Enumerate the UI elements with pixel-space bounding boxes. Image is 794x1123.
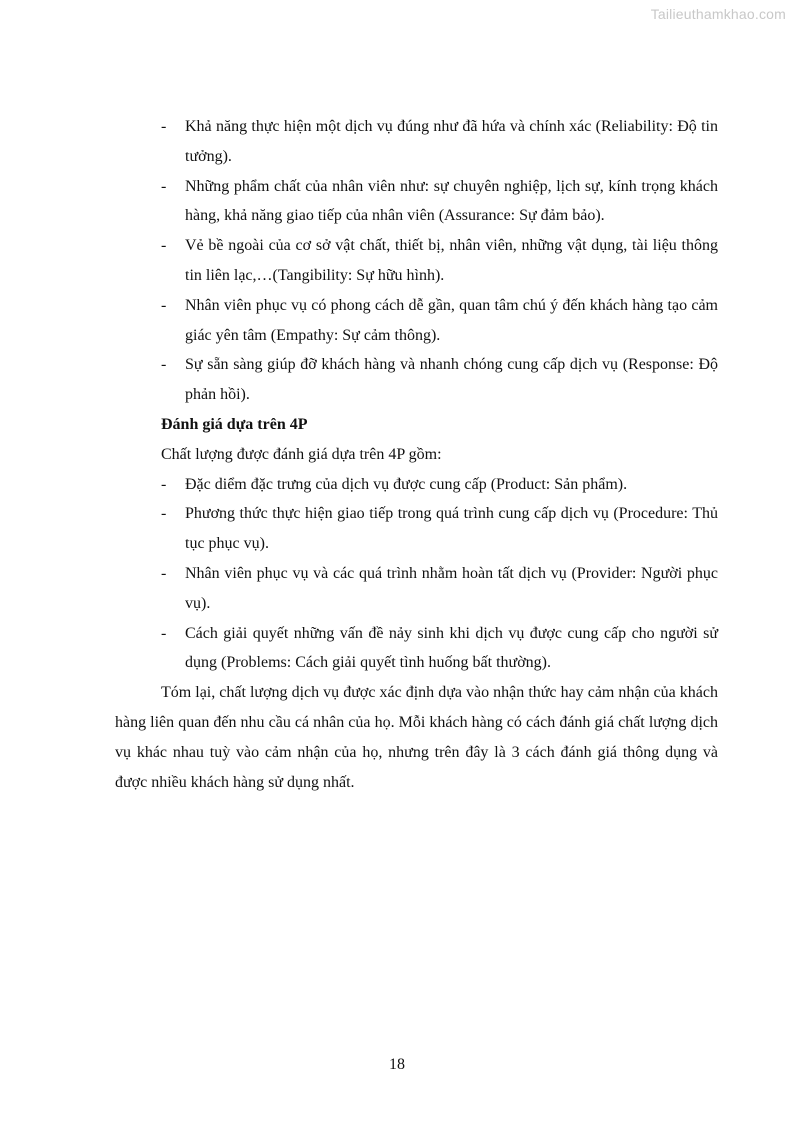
bullet-dash: - [161, 237, 167, 255]
list-item [115, 619, 718, 679]
intro-4p-text: Chất lượng được đánh giá dựa trên 4P gồm: [161, 445, 442, 463]
summary-paragraph: Tóm lại, chất lượng dịch vụ được xác định dựa vào nhận thức hay cảm nhận của khách hàng liên quan đến nhu cầu cá nhân của họ. Mỗi khách hàng có cách đánh giá chất lượng dịch vụ khác nhau tuỳ vào cảm nhận của họ, nhưng trên đây là 3 cách đánh giá thông dụng và được nhiều khách hàng sử dụng nhất. [115, 684, 718, 791]
bullet-dash: - [161, 177, 167, 195]
bullet-dash: - [161, 505, 167, 523]
list-item [115, 291, 718, 351]
list-item-text: Cách giải quyết những vấn đề nảy sinh khi dịch vụ được cung cấp cho người sử dụng (Problems: Cách giải quyết tình huống bất thường). [185, 624, 718, 672]
list-item [115, 499, 718, 559]
list-item-text: Nhân viên phục vụ có phong cách dễ gần, quan tâm chú ý đến khách hàng tạo cảm giác yên tâm (Empathy: Sự cảm thông). [185, 296, 718, 344]
page-number: 18 [389, 1056, 405, 1073]
list-item-text: Khả năng thực hiện một dịch vụ đúng như đã hứa và chính xác (Reliability: Độ tin tưởng). [185, 118, 718, 165]
list-item-text: Đặc diểm đặc trưng của dịch vụ được cung cấp (Product: Sản phẩm). [185, 475, 628, 493]
section-heading-4p: Đánh giá dựa trên 4P [161, 415, 308, 433]
bullet-dash: - [161, 356, 167, 374]
bullet-dash: - [161, 475, 167, 493]
list-item [115, 172, 718, 232]
list-item-text: Những phẩm chất của nhân viên như: sự chuyên nghiệp, lịch sự, kính trọng khách hàng, khả năng giao tiếp của nhân viên (Assurance: Sự đảm bảo). [185, 177, 718, 225]
list-item-text: Vẻ bề ngoài của cơ sở vật chất, thiết bị, nhân viên, những vật dụng, tài liệu thông tin liên lạc,…(Tangibility: Sự hữu hình). [185, 237, 718, 284]
list-item [115, 231, 718, 291]
bullet-dash: - [161, 564, 167, 582]
page-content [115, 112, 718, 797]
watermark-text: Tailieuthamkhao.com [650, 6, 786, 22]
list-item-text: Phương thức thực hiện giao tiếp trong quá trình cung cấp dịch vụ (Procedure: Thủ tục phục vụ). [185, 505, 718, 553]
bullet-dash: - [161, 296, 167, 314]
list-item [115, 559, 718, 619]
bullet-dash: - [161, 624, 167, 642]
list-item [115, 350, 718, 410]
list-item-text: Nhân viên phục vụ và các quá trình nhằm hoàn tất dịch vụ (Provider: Người phục vụ). [185, 564, 718, 612]
list-item [115, 112, 718, 172]
list-item [115, 470, 718, 500]
list-item-text: Sự sẵn sàng giúp đỡ khách hàng và nhanh chóng cung cấp dịch vụ (Response: Độ phản hồi). [185, 356, 718, 404]
bullet-dash: - [161, 118, 167, 135]
